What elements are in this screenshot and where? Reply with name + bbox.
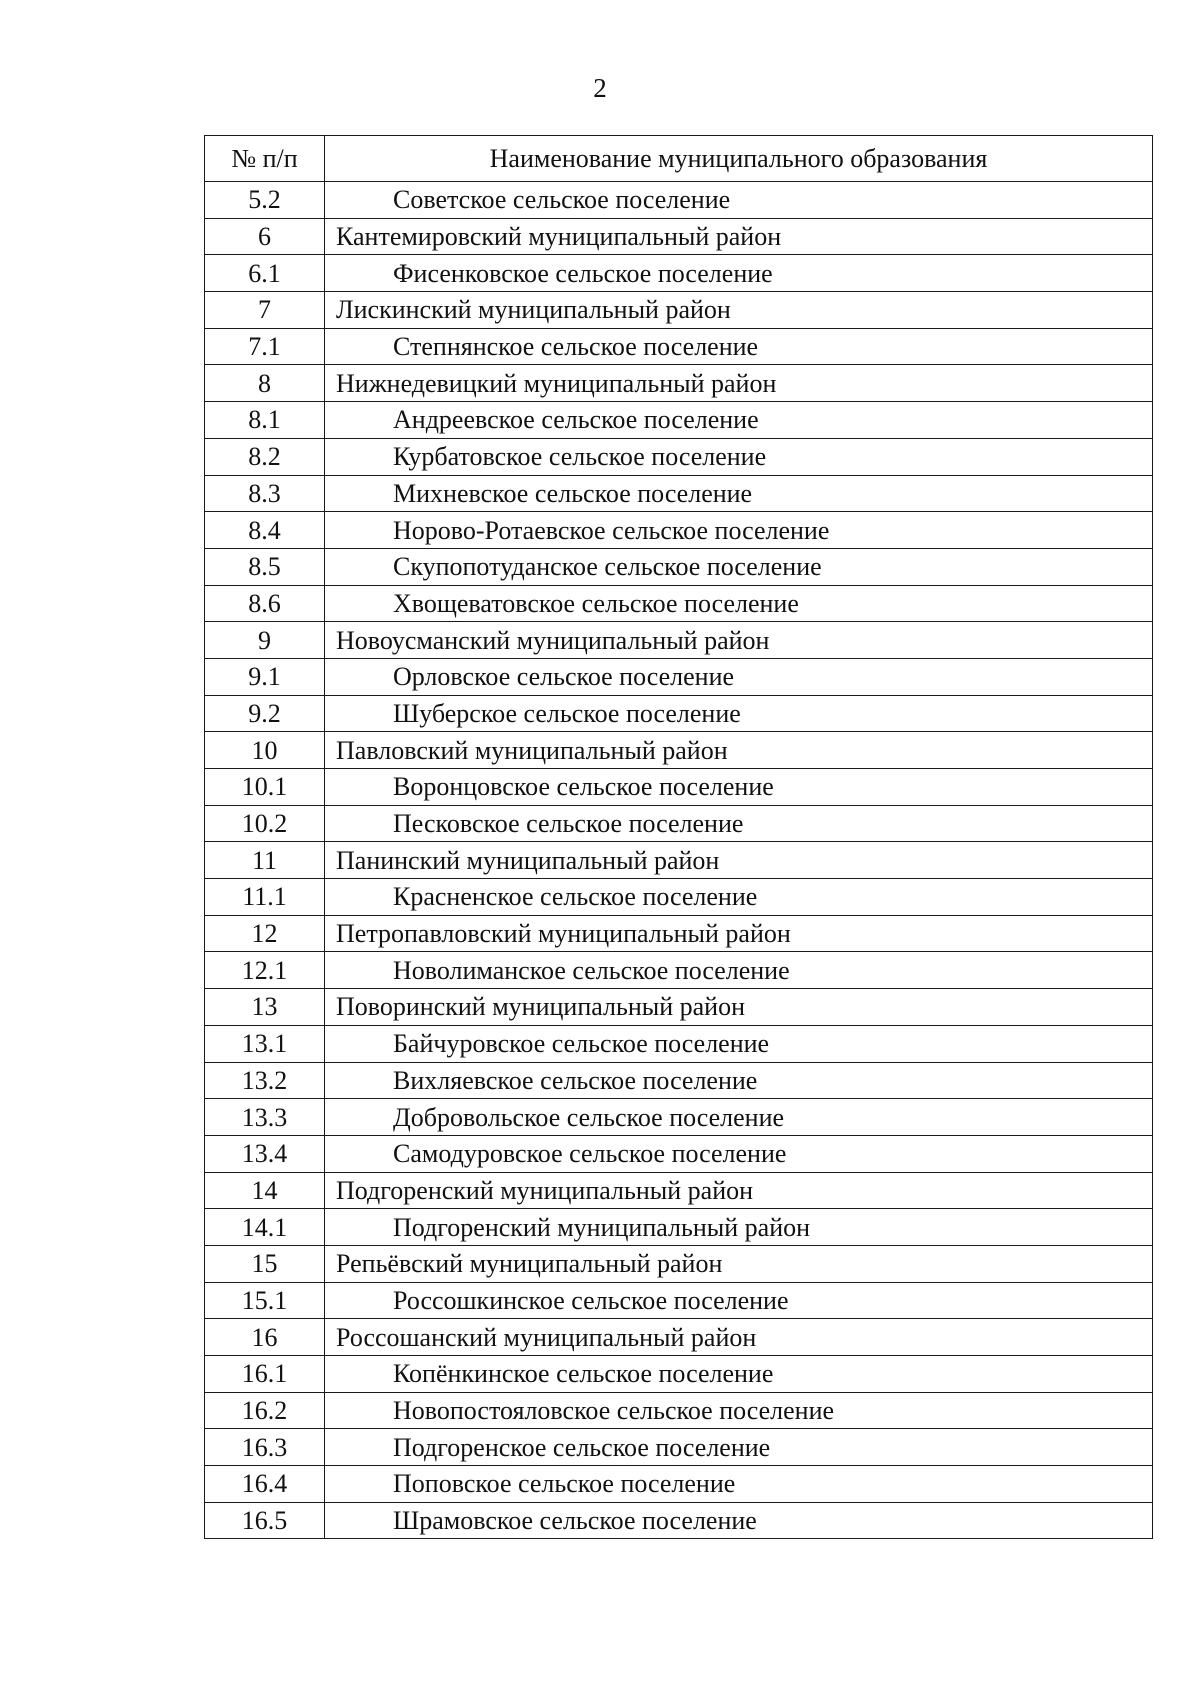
table-row: [205, 1099, 1153, 1136]
table-row: [205, 915, 1153, 952]
table-row: [205, 622, 1153, 659]
table-row: [205, 1502, 1153, 1539]
row-number-cell: 8.3: [205, 475, 325, 512]
table-row: [205, 585, 1153, 622]
row-number-cell: 12: [205, 915, 325, 952]
row-number-cell: 8.6: [205, 585, 325, 622]
table-row: [205, 1466, 1153, 1503]
settlement-name-cell: Новолиманское сельское поселение: [325, 952, 1153, 989]
row-number-cell: 8.4: [205, 512, 325, 549]
column-header-name: Наименование муниципального образования: [325, 136, 1153, 182]
table-row: [205, 805, 1153, 842]
table-row: [205, 1319, 1153, 1356]
settlement-name-cell: Скупопотуданское сельское поселение: [325, 548, 1153, 585]
table-row: [205, 328, 1153, 365]
table-row: [205, 989, 1153, 1026]
table-row: [205, 548, 1153, 585]
district-name-cell: Нижнедевицкий муниципальный район: [325, 365, 1153, 402]
table-row: [205, 1135, 1153, 1172]
settlement-name-cell: Михневское сельское поселение: [325, 475, 1153, 512]
row-number-cell: 5.2: [205, 182, 325, 219]
row-number-cell: 15.1: [205, 1282, 325, 1319]
row-number-cell: 13: [205, 989, 325, 1026]
row-number-cell: 16.5: [205, 1502, 325, 1539]
row-number-cell: 16: [205, 1319, 325, 1356]
settlement-name-cell: Воронцовское сельское поселение: [325, 769, 1153, 806]
table-row: [205, 1392, 1153, 1429]
row-number-cell: 11: [205, 842, 325, 879]
municipalities-table: [204, 135, 1153, 1539]
row-number-cell: 9.1: [205, 658, 325, 695]
table-row: [205, 1245, 1153, 1282]
settlement-name-cell: Хвощеватовское сельское поселение: [325, 585, 1153, 622]
row-number-cell: 6: [205, 218, 325, 255]
table-row: [205, 769, 1153, 806]
table-row: [205, 1209, 1153, 1246]
row-number-cell: 8.2: [205, 438, 325, 475]
table-row: [205, 1062, 1153, 1099]
row-number-cell: 10.1: [205, 769, 325, 806]
district-name-cell: Кантемировский муниципальный район: [325, 218, 1153, 255]
district-name-cell: Новоусманский муниципальный район: [325, 622, 1153, 659]
row-number-cell: 8: [205, 365, 325, 402]
table-row: [205, 255, 1153, 292]
table-row: [205, 842, 1153, 879]
settlement-name-cell: Курбатовское сельское поселение: [325, 438, 1153, 475]
row-number-cell: 15: [205, 1245, 325, 1282]
district-name-cell: Подгоренский муниципальный район: [325, 1172, 1153, 1209]
settlement-name-cell: Поповское сельское поселение: [325, 1466, 1153, 1503]
settlement-name-cell: Подгоренское сельское поселение: [325, 1429, 1153, 1466]
settlement-name-cell: Шрамовское сельское поселение: [325, 1502, 1153, 1539]
table-row: [205, 879, 1153, 916]
table-row: [205, 512, 1153, 549]
table-row: [205, 1282, 1153, 1319]
page-number: 2: [593, 73, 607, 103]
settlement-name-cell: Копёнкинское сельское поселение: [325, 1356, 1153, 1393]
row-number-cell: 10: [205, 732, 325, 769]
table-row: [205, 218, 1153, 255]
district-name-cell: Панинский муниципальный район: [325, 842, 1153, 879]
row-number-cell: 7.1: [205, 328, 325, 365]
table-row: [205, 1356, 1153, 1393]
settlement-name-cell: Фисенковское сельское поселение: [325, 255, 1153, 292]
row-number-cell: 10.2: [205, 805, 325, 842]
row-number-cell: 8.1: [205, 402, 325, 439]
table-row: [205, 475, 1153, 512]
row-number-cell: 16.1: [205, 1356, 325, 1393]
table-row: [205, 182, 1153, 219]
settlement-name-cell: Песковское сельское поселение: [325, 805, 1153, 842]
row-number-cell: 13.4: [205, 1135, 325, 1172]
settlement-name-cell: Красненское сельское поселение: [325, 879, 1153, 916]
table-body: [205, 182, 1153, 1539]
row-number-cell: 16.2: [205, 1392, 325, 1429]
row-number-cell: 11.1: [205, 879, 325, 916]
column-header-number: № п/п: [205, 136, 325, 182]
table-row: [205, 732, 1153, 769]
table-row: [205, 658, 1153, 695]
settlement-name-cell: Норово-Ротаевское сельское поселение: [325, 512, 1153, 549]
row-number-cell: 9: [205, 622, 325, 659]
row-number-cell: 16.3: [205, 1429, 325, 1466]
district-name-cell: Петропавловский муниципальный район: [325, 915, 1153, 952]
settlement-name-cell: Андреевское сельское поселение: [325, 402, 1153, 439]
row-number-cell: 13.1: [205, 1025, 325, 1062]
table-row: [205, 695, 1153, 732]
table-row: [205, 952, 1153, 989]
row-number-cell: 13.3: [205, 1099, 325, 1136]
settlement-name-cell: Орловское сельское поселение: [325, 658, 1153, 695]
table-row: [205, 1172, 1153, 1209]
settlement-name-cell: Байчуровское сельское поселение: [325, 1025, 1153, 1062]
table-row: [205, 365, 1153, 402]
table-row: [205, 292, 1153, 329]
district-name-cell: Лискинский муниципальный район: [325, 292, 1153, 329]
district-name-cell: Репьёвский муниципальный район: [325, 1245, 1153, 1282]
settlement-name-cell: Самодуровское сельское поселение: [325, 1135, 1153, 1172]
district-name-cell: Павловский муниципальный район: [325, 732, 1153, 769]
row-number-cell: 14: [205, 1172, 325, 1209]
table-row: [205, 1025, 1153, 1062]
row-number-cell: 14.1: [205, 1209, 325, 1246]
settlement-name-cell: Новопостояловское сельское поселение: [325, 1392, 1153, 1429]
row-number-cell: 16.4: [205, 1466, 325, 1503]
settlement-name-cell: Россошкинское сельское поселение: [325, 1282, 1153, 1319]
row-number-cell: 6.1: [205, 255, 325, 292]
table-row: [205, 1429, 1153, 1466]
settlement-name-cell: Подгоренский муниципальный район: [325, 1209, 1153, 1246]
table-header-row: [205, 136, 1153, 182]
settlement-name-cell: Шуберское сельское поселение: [325, 695, 1153, 732]
settlement-name-cell: Степнянское сельское поселение: [325, 328, 1153, 365]
settlement-name-cell: Добровольское сельское поселение: [325, 1099, 1153, 1136]
district-name-cell: Поворинский муниципальный район: [325, 989, 1153, 1026]
row-number-cell: 8.5: [205, 548, 325, 585]
settlement-name-cell: Вихляевское сельское поселение: [325, 1062, 1153, 1099]
row-number-cell: 9.2: [205, 695, 325, 732]
district-name-cell: Россошанский муниципальный район: [325, 1319, 1153, 1356]
row-number-cell: 12.1: [205, 952, 325, 989]
table-row: [205, 438, 1153, 475]
row-number-cell: 7: [205, 292, 325, 329]
row-number-cell: 13.2: [205, 1062, 325, 1099]
table-row: [205, 402, 1153, 439]
settlement-name-cell: Советское сельское поселение: [325, 182, 1153, 219]
